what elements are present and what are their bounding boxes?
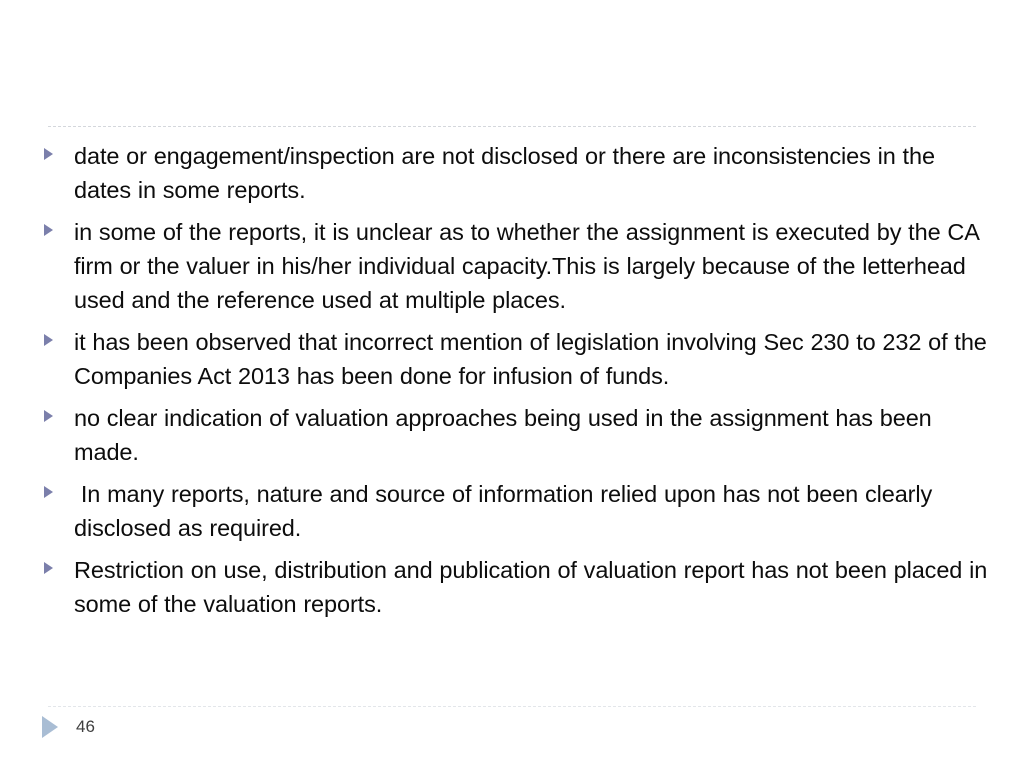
list-item-text: no clear indication of valuation approaches being used in the assignment has been made. [74,405,939,465]
page-number: 46 [76,717,95,736]
triangle-bullet-icon [38,477,74,498]
list-item [38,215,988,317]
list-item-text: date or engagement/inspection are not disclosed or there are inconsistencies in the dates in some reports. [74,143,942,203]
triangle-footer-icon [38,716,74,738]
triangle-bullet-icon [38,215,74,236]
list-item-text: in some of the reports, it is unclear as to whether the assignment is executed by the CA firm or the valuer in his/her individual capacity.This is largely because of the letterhead used and the reference used at multiple places. [74,219,986,313]
list-item [38,139,988,207]
bottom-divider [48,706,976,707]
triangle-bullet-icon [38,401,74,422]
list-item-text: In many reports, nature and source of information relied upon has not been clearly disclosed as required. [74,481,940,541]
list-item-text: it has been observed that incorrect mention of legislation involving Sec 230 to 232 of the Companies Act 2013 has been done for infusion of funds. [74,329,994,389]
top-divider [48,126,976,127]
bullet-list [38,139,995,621]
list-item [38,477,988,545]
list-item [38,325,994,393]
triangle-bullet-icon [38,553,74,574]
slide-footer [38,716,95,738]
list-item [38,401,988,469]
list-item [38,553,995,621]
triangle-bullet-icon [38,325,74,346]
triangle-bullet-icon [38,139,74,160]
list-item-text: Restriction on use, distribution and publication of valuation report has not been placed in some of the valuation reports. [74,557,995,617]
